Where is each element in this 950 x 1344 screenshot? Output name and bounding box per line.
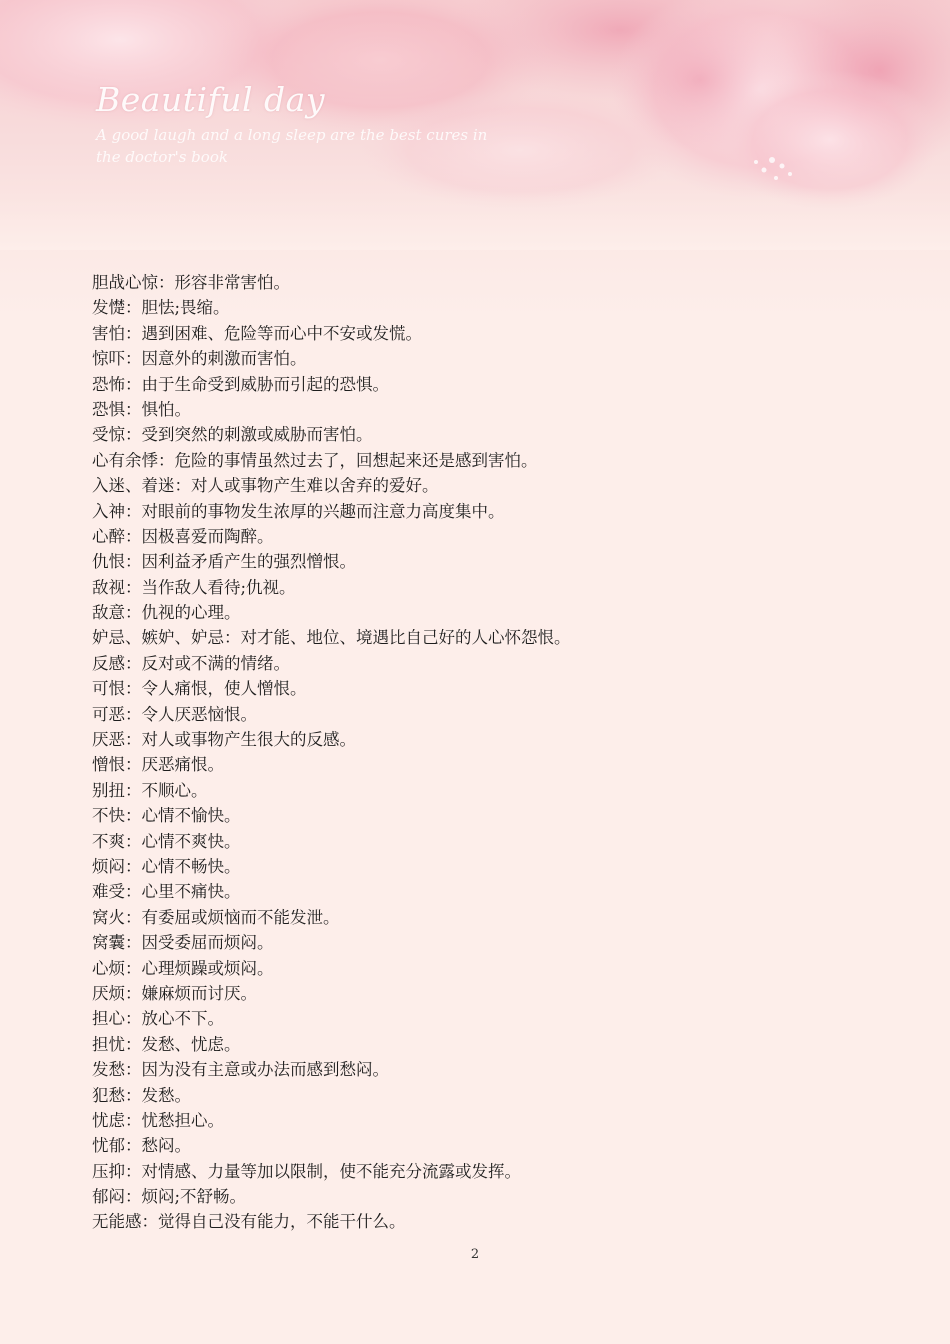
list-item: 忧虑：忧愁担心。 <box>92 1110 224 1130</box>
list-item: 仇恨：因利益矛盾产生的强烈憎恨。 <box>92 552 356 572</box>
list-item: 发憷：胆怯;畏缩。 <box>92 298 230 318</box>
list-item: 心有余悸：危险的事情虽然过去了，回想起来还是感到害怕。 <box>92 450 538 470</box>
list-item: 郁闷：烦闷;不舒畅。 <box>92 1187 247 1207</box>
list-item: 可恶：令人厌恶恼恨。 <box>92 704 257 724</box>
list-item: 犯愁：发愁。 <box>92 1085 191 1105</box>
list-item: 恐惧：惧怕。 <box>92 399 191 419</box>
page-number: 2 <box>470 1247 480 1262</box>
list-item: 不爽：心情不爽快。 <box>92 831 241 851</box>
list-item: 不快：心情不愉快。 <box>92 806 241 826</box>
list-item: 受惊：受到突然的刺激或威胁而害怕。 <box>92 425 373 445</box>
list-item: 别扭：不顺心。 <box>92 780 208 800</box>
list-item: 难受：心里不痛快。 <box>92 882 241 902</box>
list-item: 烦闷：心情不畅快。 <box>92 856 241 876</box>
list-item: 厌恶：对人或事物产生很大的反感。 <box>92 730 356 750</box>
vocabulary-list <box>92 270 892 1235</box>
list-item: 担忧：发愁、忧虑。 <box>92 1034 241 1054</box>
list-item: 厌烦：嫌麻烦而讨厌。 <box>92 983 257 1003</box>
list-item: 压抑：对情感、力量等加以限制，使不能充分流露或发挥。 <box>92 1161 521 1181</box>
list-item: 反感：反对或不满的情绪。 <box>92 653 290 673</box>
list-item: 心醉：因极喜爱而陶醉。 <box>92 526 274 546</box>
list-item: 无能感：觉得自己没有能力，不能干什么。 <box>92 1212 406 1232</box>
list-item: 敌视：当作敌人看待;仇视。 <box>92 577 296 597</box>
header-subtitle: A good laugh and a long sleep are the best cures in the doctor's book <box>96 126 488 166</box>
list-item: 憎恨：厌恶痛恨。 <box>92 755 224 775</box>
list-item: 忧郁：愁闷。 <box>92 1136 191 1156</box>
list-item: 可恨：令人痛恨，使人憎恨。 <box>92 679 307 699</box>
list-item: 妒忌、嫉妒、妒忌：对才能、地位、境遇比自己好的人心怀怨恨。 <box>92 628 571 648</box>
list-item: 发愁：因为没有主意或办法而感到愁闷。 <box>92 1060 389 1080</box>
list-item: 惊吓：因意外的刺激而害怕。 <box>92 349 307 369</box>
list-item: 敌意：仇视的心理。 <box>92 603 241 623</box>
list-item: 心烦：心理烦躁或烦闷。 <box>92 958 274 978</box>
list-item: 窝囊：因受委屈而烦闷。 <box>92 933 274 953</box>
list-item: 窝火：有委屈或烦恼而不能发泄。 <box>92 907 340 927</box>
list-item: 胆战心惊：形容非常害怕。 <box>92 273 290 292</box>
list-item: 担心：放心不下。 <box>92 1009 224 1029</box>
header-title: Beautiful day <box>96 80 325 119</box>
list-item: 入神：对眼前的事物发生浓厚的兴趣而注意力高度集中。 <box>92 501 505 521</box>
list-item: 恐怖：由于生命受到威胁而引起的恐惧。 <box>92 374 389 394</box>
list-item: 入迷、着迷：对人或事物产生难以舍弃的爱好。 <box>92 476 439 496</box>
list-item: 害怕：遇到困难、危险等而心中不安或发慌。 <box>92 323 422 343</box>
